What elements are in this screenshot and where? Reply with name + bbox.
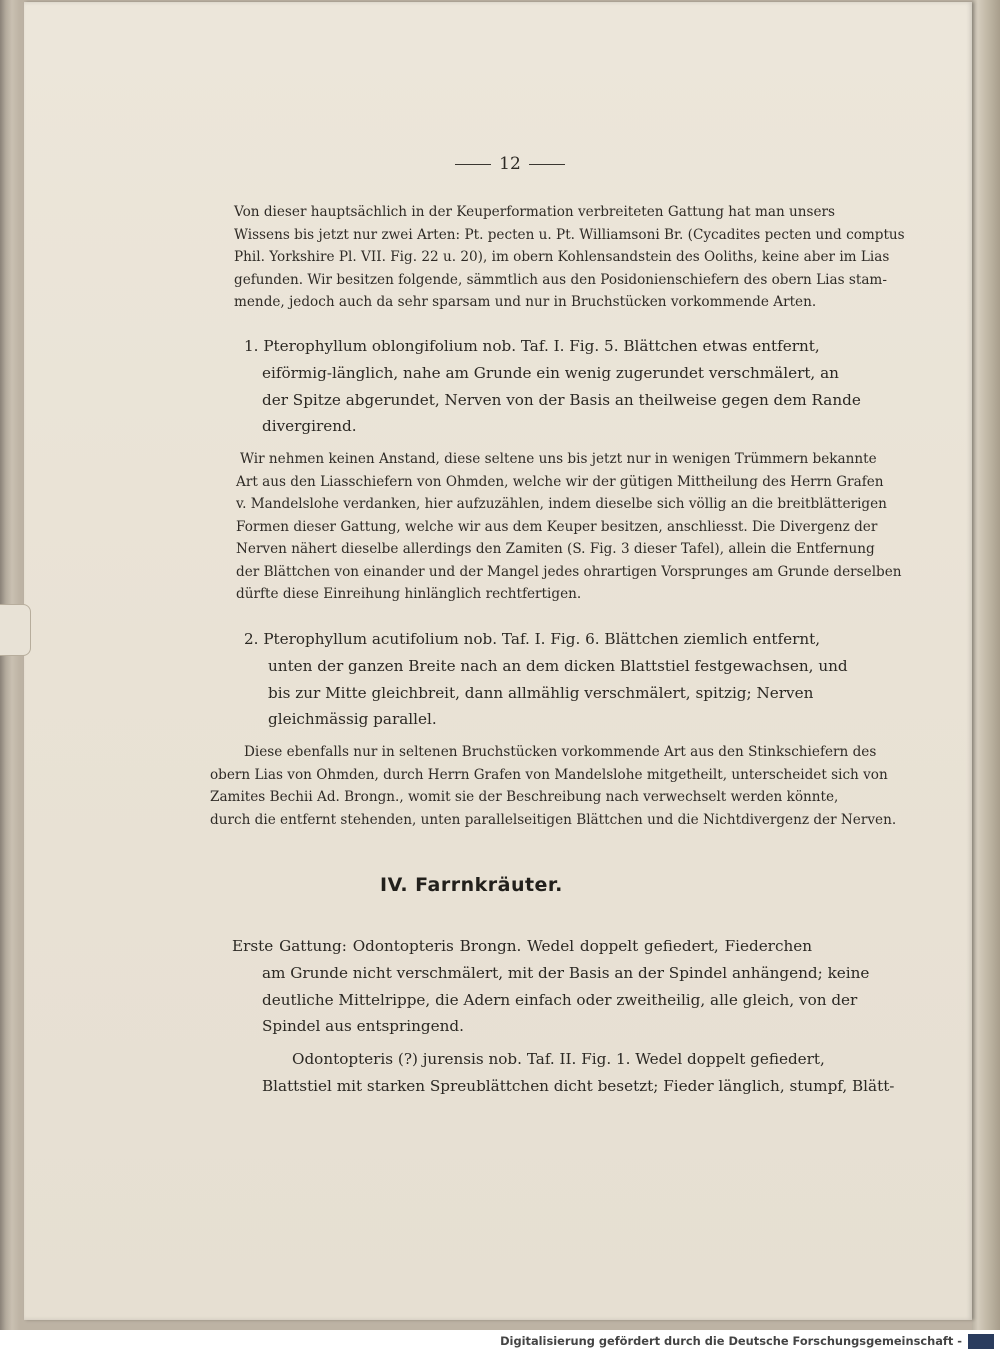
text-line: Diese ebenfalls nur in seltenen Bruchstücken vorkommende Art aus den Stinkschiefern des <box>244 744 877 760</box>
text-line: eiförmig-länglich, nahe am Grunde ein wenig zugerundet verschmälert, an <box>262 363 839 382</box>
text-line: der Blättchen von einander und der Mangel jedes ohrartigen Vorsprunges am Grunde derselben <box>236 563 902 580</box>
book-edge <box>972 0 1000 1330</box>
text-line: durch die entfernt stehenden, unten parallelseitigen Blättchen und die Nichtdivergenz der Nerven. <box>210 811 897 828</box>
text-line: Von dieser hauptsächlich in der Keuperformation verbreiteten Gattung hat man unsers <box>234 204 836 220</box>
text-line: am Grunde nicht verschmälert, mit der Basis an der Spindel anhängend; keine <box>262 963 870 982</box>
species1-note <box>236 448 902 606</box>
text-line: obern Lias von Ohmden, durch Herrn Grafen von Mandelslohe mitgetheilt, unterscheidet sich von <box>210 766 888 783</box>
text-line: divergirend. <box>262 417 357 436</box>
text-line: Blattstiel mit starken Spreublättchen dicht besetzt; Fieder länglich, stumpf, Blätt- <box>262 1076 895 1095</box>
text-line: Art aus den Liasschiefern von Ohmden, welche wir der gütigen Mittheilung des Herrn Grafen <box>236 473 884 490</box>
text-line: der Spitze abgerundet, Nerven von der Basis an theilweise gegen dem Rande <box>262 390 861 409</box>
footer-credit: Digitalisierung gefördert durch die Deutsche Forschungsgemeinschaft - <box>500 1334 962 1348</box>
left-rule <box>455 164 491 165</box>
page-tab <box>0 604 31 656</box>
text-line: Phil. Yorkshire Pl. VII. Fig. 22 u. 20), im obern Kohlensandstein des Ooliths, keine aber im Lias <box>234 249 890 265</box>
text-line: 2. Pterophyllum acutifolium nob. Taf. I. Fig. 6. Blättchen ziemlich entfernt, <box>244 630 821 648</box>
text-line: Erste Gattung: Odontopteris Brongn. Wedel doppelt gefiedert, Fiederchen <box>232 937 812 955</box>
species3-description <box>262 1046 895 1100</box>
text-line: deutliche Mittelrippe, die Adern einfach oder zweitheilig, alle gleich, von der <box>262 990 858 1009</box>
text-line: Wir nehmen keinen Anstand, diese seltene uns bis jetzt nur in wenigen Trümmern bekannte <box>240 451 877 467</box>
text-line: 1. Pterophyllum oblongifolium nob. Taf. I. Fig. 5. Blättchen etwas entfernt, <box>244 337 820 355</box>
text-line: unten der ganzen Breite nach an dem dicken Blattstiel festgewachsen, und <box>268 656 848 675</box>
text-line: Spindel aus entspringend. <box>262 1017 464 1036</box>
genus-description <box>232 933 870 1040</box>
text-line: Zamites Bechii Ad. Brongn., womit sie der Beschreibung nach verwechselt werden könnte, <box>210 789 839 805</box>
text-line: dürfte diese Einreihung hinlänglich rechtfertigen. <box>236 586 582 602</box>
text-line: gefunden. Wir besitzen folgende, sämmtlich aus den Posidonienschiefern des obern Lias stam- <box>234 271 887 288</box>
species2-description <box>244 626 848 733</box>
text-line: Nerven nähert dieselbe allerdings den Zamiten (S. Fig. 3 dieser Tafel), allein die Entfernung <box>236 541 875 557</box>
right-rule <box>529 164 565 165</box>
page-number-text: 12 <box>499 154 521 174</box>
footer-bar <box>0 1330 1000 1354</box>
text-line: v. Mandelslohe verdanken, hier aufzuzählen, indem dieselbe sich völlig an die breitblätterigen <box>236 496 887 512</box>
text-line: gleichmässig parallel. <box>268 710 437 729</box>
text-line: mende, jedoch auch da sehr sparsam und nur in Bruchstücken vorkommende Arten. <box>234 294 817 310</box>
text-line: bis zur Mitte gleichbreit, dann allmählig verschmälert, spitzig; Nerven <box>268 683 814 702</box>
dfg-logo <box>968 1334 994 1349</box>
text-line: Wissens bis jetzt nur zwei Arten: Pt. pecten u. Pt. Williamsoni Br. (Cycadites pecten und comptus <box>234 226 905 243</box>
intro-paragraph <box>234 201 905 314</box>
section-heading: IV. Farrnkräuter. <box>380 874 563 896</box>
species1-description <box>244 333 861 440</box>
page-number <box>440 154 580 174</box>
species2-note <box>210 741 897 831</box>
text-line: Formen dieser Gattung, welche wir aus dem Keuper besitzen, anschliesst. Die Divergenz der <box>236 518 878 535</box>
text-line: Odontopteris (?) jurensis nob. Taf. II. Fig. 1. Wedel doppelt gefiedert, <box>292 1050 825 1068</box>
